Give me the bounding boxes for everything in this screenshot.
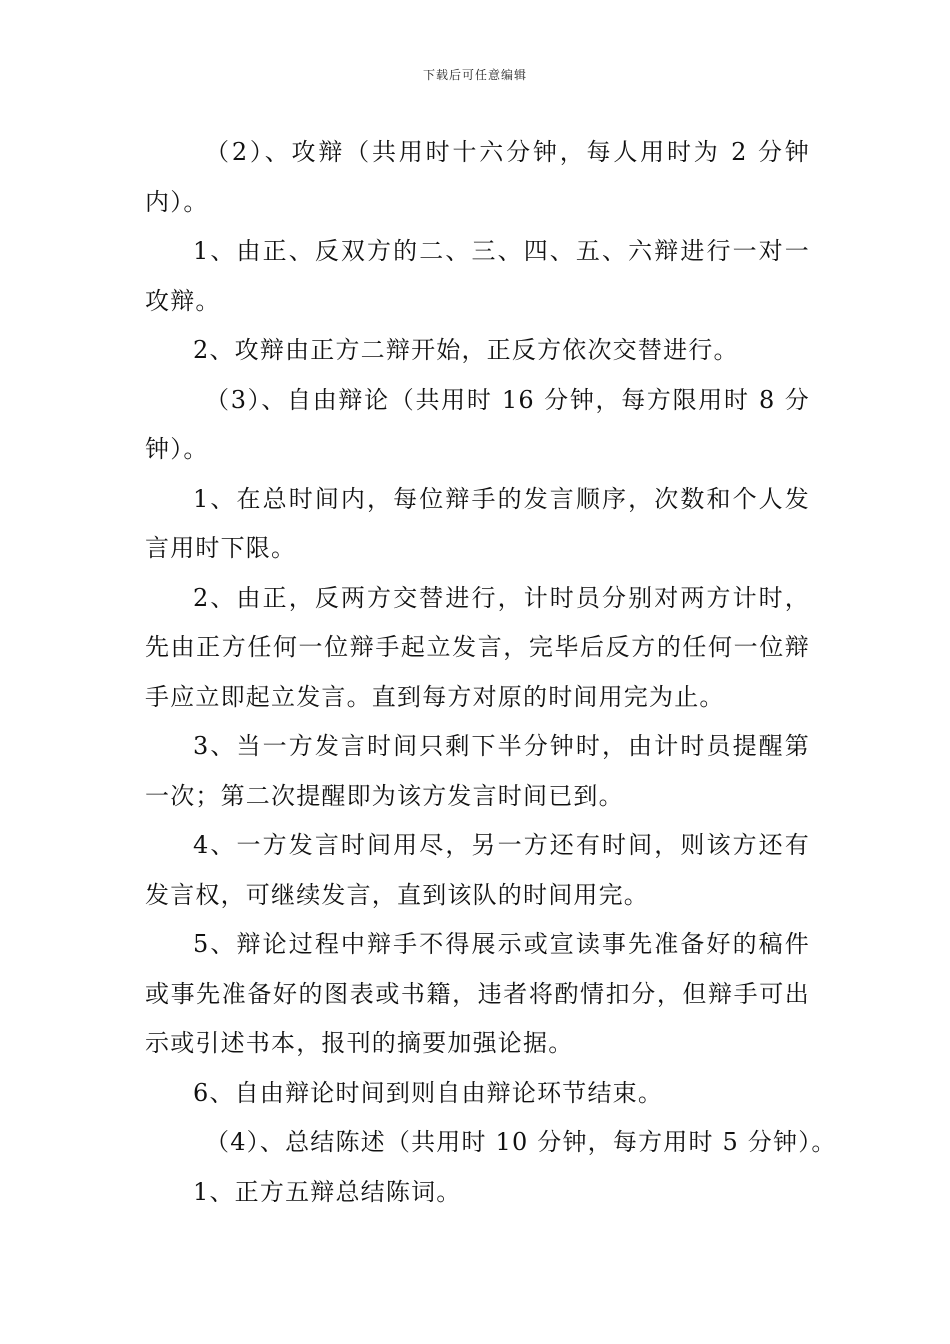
paragraph: 1、正方五辩总结陈词。 xyxy=(193,1177,462,1206)
section-heading-free-debate: （3）、自由辩论（共用时 16 分钟，每方限用时 8 分钟）。 xyxy=(145,385,810,463)
paragraph: 3、当一方发言时间只剩下半分钟时，由计时员提醒第一次；第二次提醒即为该方发言时间已到。 xyxy=(145,732,810,810)
paragraph: 2、由正，反两方交替进行，计时员分别对两方计时，先由正方任何一位辩手起立发言，完毕后反方的任何一位辩手应立即起立发言。直到每方对原的时间用完为止。 xyxy=(145,583,810,711)
paragraph: 5、辩论过程中辩手不得展示或宣读事先准备好的稿件或事先准备好的图表或书籍，违者将酌情扣分，但辩手可出示或引述书本，报刊的摘要加强论据。 xyxy=(145,930,810,1057)
paragraph: 1、在总时间内，每位辩手的发言顺序，次数和个人发言用时下限。 xyxy=(145,484,810,562)
section-heading-cross-examination: （2）、攻辩（共用时十六分钟，每人用时为 2 分钟内）。 xyxy=(145,138,810,216)
paragraph: 1、由正、反双方的二、三、四、五、六辩进行一对一攻辩。 xyxy=(145,237,810,315)
section-heading-closing-statement: （4）、总结陈述（共用时 10 分钟，每方用时 5 分钟）。 xyxy=(205,1128,837,1156)
paragraph: 6、自由辩论时间到则自由辩论环节结束。 xyxy=(193,1078,664,1107)
paragraph: 2、攻辩由正方二辩开始，正反方依次交替进行。 xyxy=(193,336,739,364)
paragraph: 4、一方发言时间用尽，另一方还有时间，则该方还有发言权，可继续发言，直到该队的时间用完。 xyxy=(145,831,810,909)
document-body xyxy=(145,128,837,1217)
page-header: 下载后可任意编辑 xyxy=(422,68,527,82)
